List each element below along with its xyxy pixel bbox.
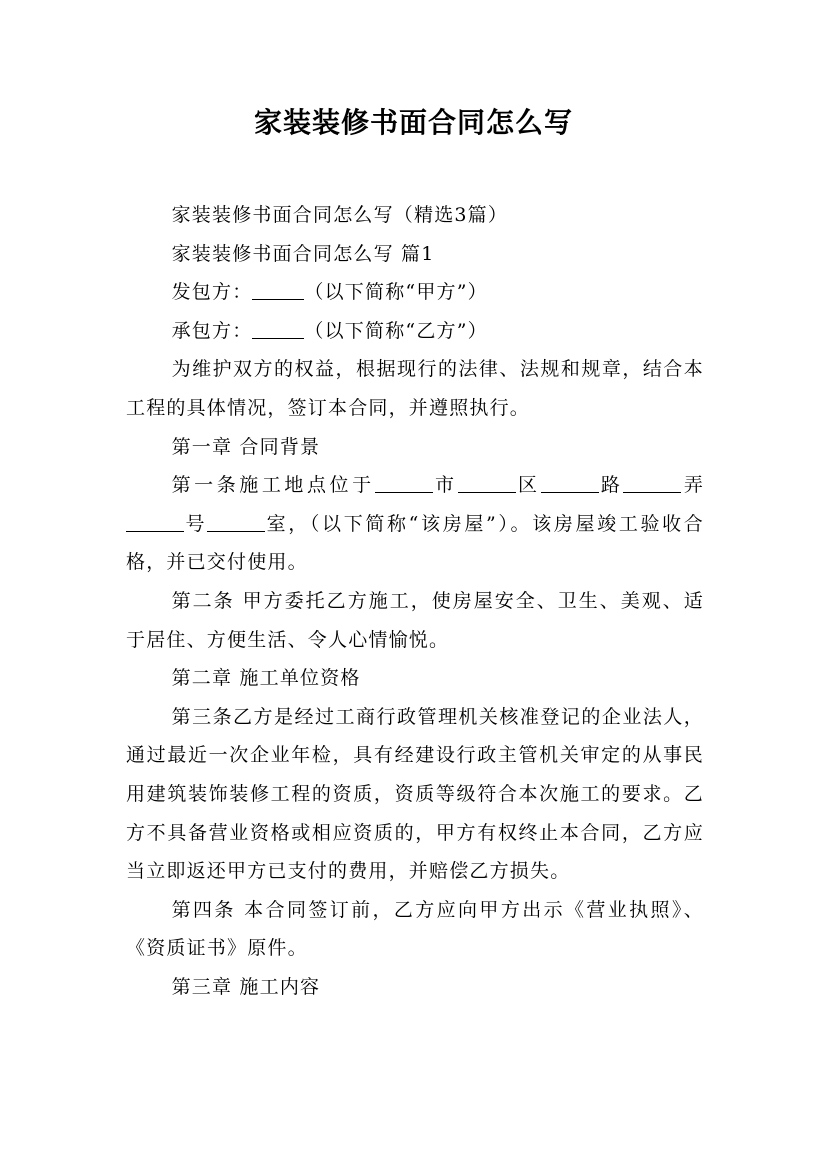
party-a-line xyxy=(126,273,704,312)
document-title: 家装装修书面合同怎么写 xyxy=(253,106,573,139)
chapter-heading-1: 第一章 合同背景 xyxy=(171,435,321,458)
article-1-text: 市 xyxy=(432,474,458,497)
party-a-note: （以下简称“甲方”） xyxy=(304,281,488,304)
article-1-text: 第一条施工地点位于 xyxy=(171,474,375,497)
intro-paragraph: 为维护双方的权益，根据现行的法律、法规和规章，结合本工程的具体情况，签订本合同，并遵照执行。 xyxy=(126,358,704,419)
chapter-heading-2: 第二章 施工单位资格 xyxy=(171,667,361,690)
article-1-text: 弄 xyxy=(681,474,705,497)
article-1-text: 路 xyxy=(598,474,624,497)
blank-field xyxy=(375,473,433,493)
party-a-label: 发包方： xyxy=(171,281,253,304)
article-1-text: 区 xyxy=(515,474,541,497)
blank-field xyxy=(252,319,304,339)
article-1-paragraph xyxy=(126,466,704,582)
article-4-paragraph: 第四条 本合同签订前，乙方应向甲方出示《营业执照》、《资质证书》原件。 xyxy=(126,898,704,960)
party-b-line xyxy=(126,312,704,351)
blank-field xyxy=(458,473,516,493)
blank-field xyxy=(252,280,304,300)
article-3-paragraph: 第三条乙方是经过工商行政管理机关核准登记的企业法人，通过最近一次企业年检，具有经建设行政主管机关审定的从事民用建筑装饰装修工程的资质，资质等级符合本次施工的要求。乙方不具备营业资格或相应资质的，甲方有权终止本合同，乙方应当立即返还甲方已支付的费用，并赔偿乙方损失。 xyxy=(126,705,704,883)
subtitle-line: 家装装修书面合同怎么写（精选3篇） xyxy=(171,204,509,226)
party-b-label: 承包方： xyxy=(171,319,253,342)
article-1-text: 号 xyxy=(184,512,208,535)
chapter-heading-3: 第三章 施工内容 xyxy=(171,975,321,998)
document-body xyxy=(126,196,704,1006)
party-b-note: （以下简称“乙方”） xyxy=(304,319,488,342)
blank-field xyxy=(126,512,184,532)
blank-field xyxy=(207,512,265,532)
article-1-text: 室，（以下简称“该房屋”）。该房屋竣工验收合格，并已交付使用。 xyxy=(126,512,705,574)
part-heading: 家装装修书面合同怎么写 篇1 xyxy=(171,242,435,265)
blank-field xyxy=(541,473,599,493)
article-2-paragraph: 第二条 甲方委托乙方施工，使房屋安全、卫生、美观、适于居住、方便生活、令人心情愉悦。 xyxy=(126,589,704,651)
blank-field xyxy=(623,473,681,493)
